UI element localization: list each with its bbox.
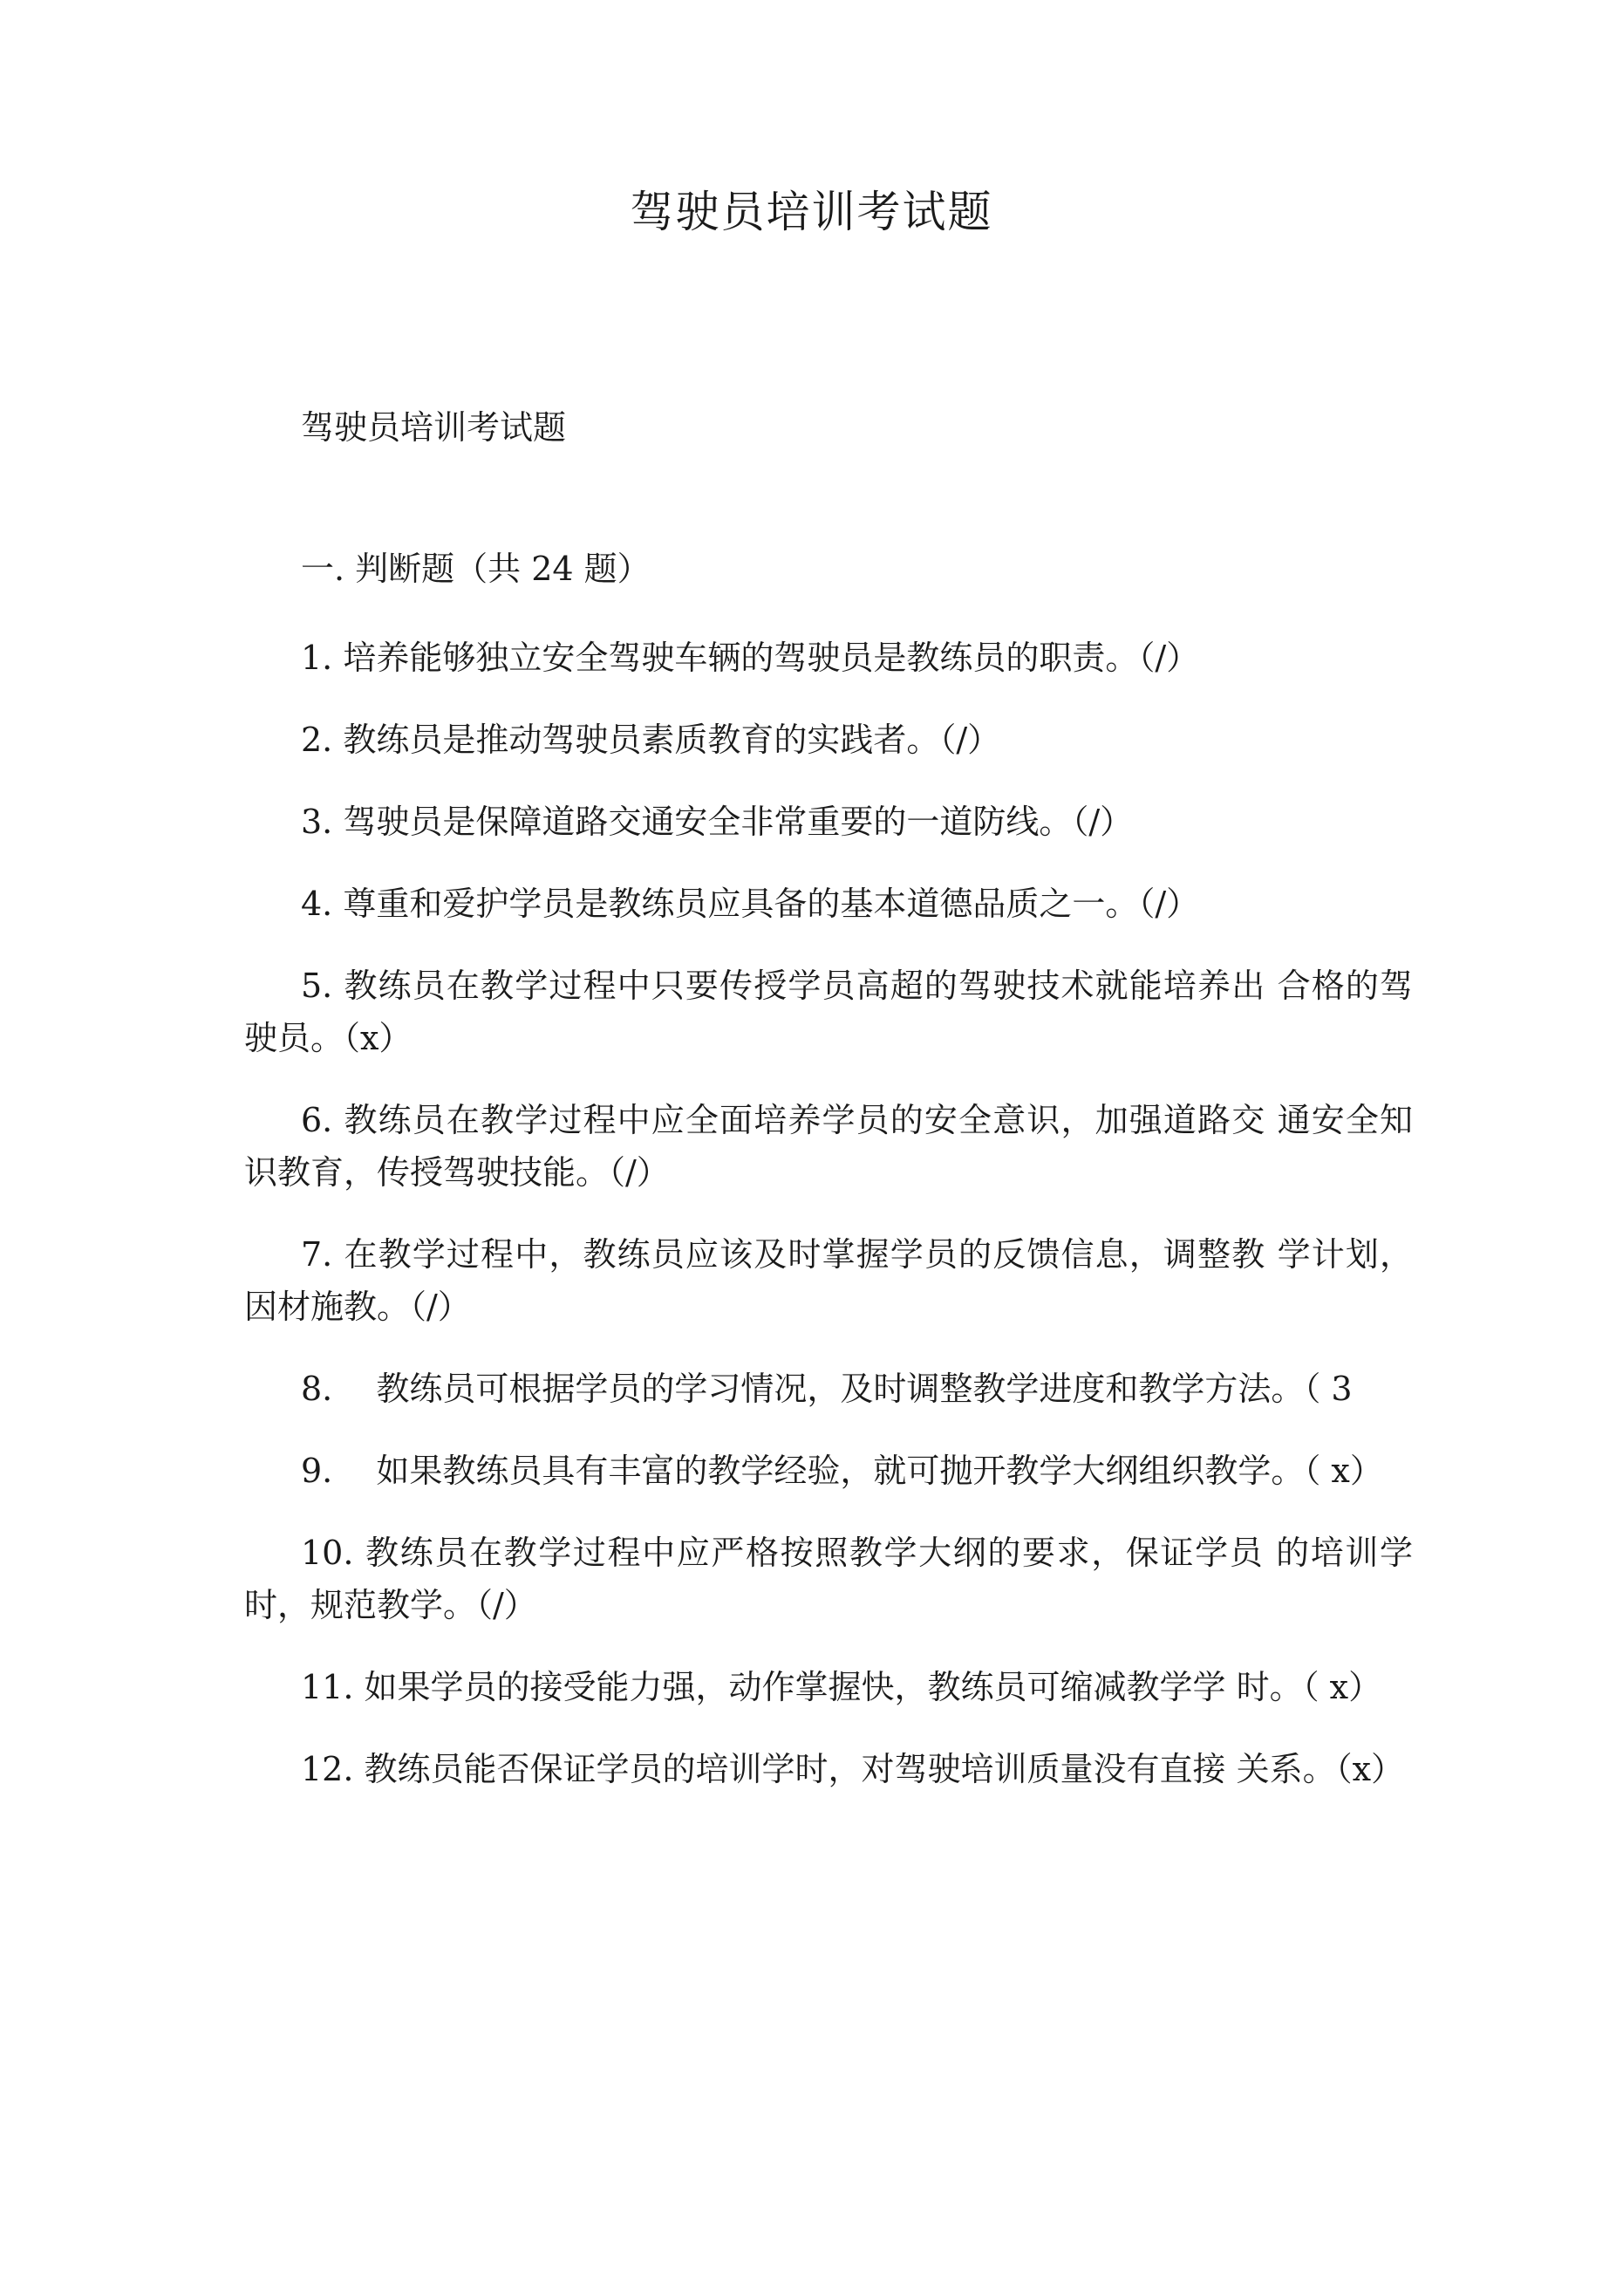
document-title: 驾驶员培训考试题 <box>630 187 993 237</box>
question-item-5: 5. 教练员在教学过程中只要传授学员高超的驾驶技术就能培养出 合格的驾驶员。（x） <box>244 967 1413 1057</box>
document-subtitle: 驾驶员培训考试题 <box>301 408 567 447</box>
section-heading: 一. 判断题（共 24 题） <box>301 550 651 588</box>
question-item-2: 2. 教练员是推动驾驶员素质教育的实践者。（/） <box>301 721 1001 759</box>
question-item-6: 6. 教练员在教学过程中应全面培养学员的安全意识，加强道路交 通安全知识教育，传授驾驶技能。（/） <box>244 1101 1413 1192</box>
question-item-12: 12. 教练员能否保证学员的培训学时，对驾驶培训质量没有直接 关系。（x） <box>301 1750 1405 1788</box>
question-item-8: 8. 教练员可根据学员的学习情况，及时调整教学进度和教学方法。（ 3 <box>301 1370 1353 1408</box>
question-item-1: 1. 培养能够独立安全驾驶车辆的驾驶员是教练员的职责。（/） <box>301 639 1200 677</box>
question-item-7: 7. 在教学过程中，教练员应该及时掌握学员的反馈信息，调整教 学计划，因材施教。（/） <box>244 1235 1413 1326</box>
question-item-4: 4. 尊重和爱护学员是教练员应具备的基本道德品质之一。（/） <box>301 885 1200 923</box>
question-item-9: 9. 如果教练员具有丰富的教学经验，就可抛开教学大纲组织教学。（ x） <box>301 1452 1383 1490</box>
question-item-10: 10. 教练员在教学过程中应严格按照教学大纲的要求，保证学员 的培训学时，规范教学。（/） <box>244 1534 1413 1624</box>
question-item-11: 11. 如果学员的接受能力强，动作掌握快，教练员可缩减教学学 时。（ x） <box>301 1668 1382 1706</box>
question-list <box>244 632 1413 1825</box>
question-item-3: 3. 驾驶员是保障道路交通安全非常重要的一道防线。（/） <box>301 803 1134 841</box>
